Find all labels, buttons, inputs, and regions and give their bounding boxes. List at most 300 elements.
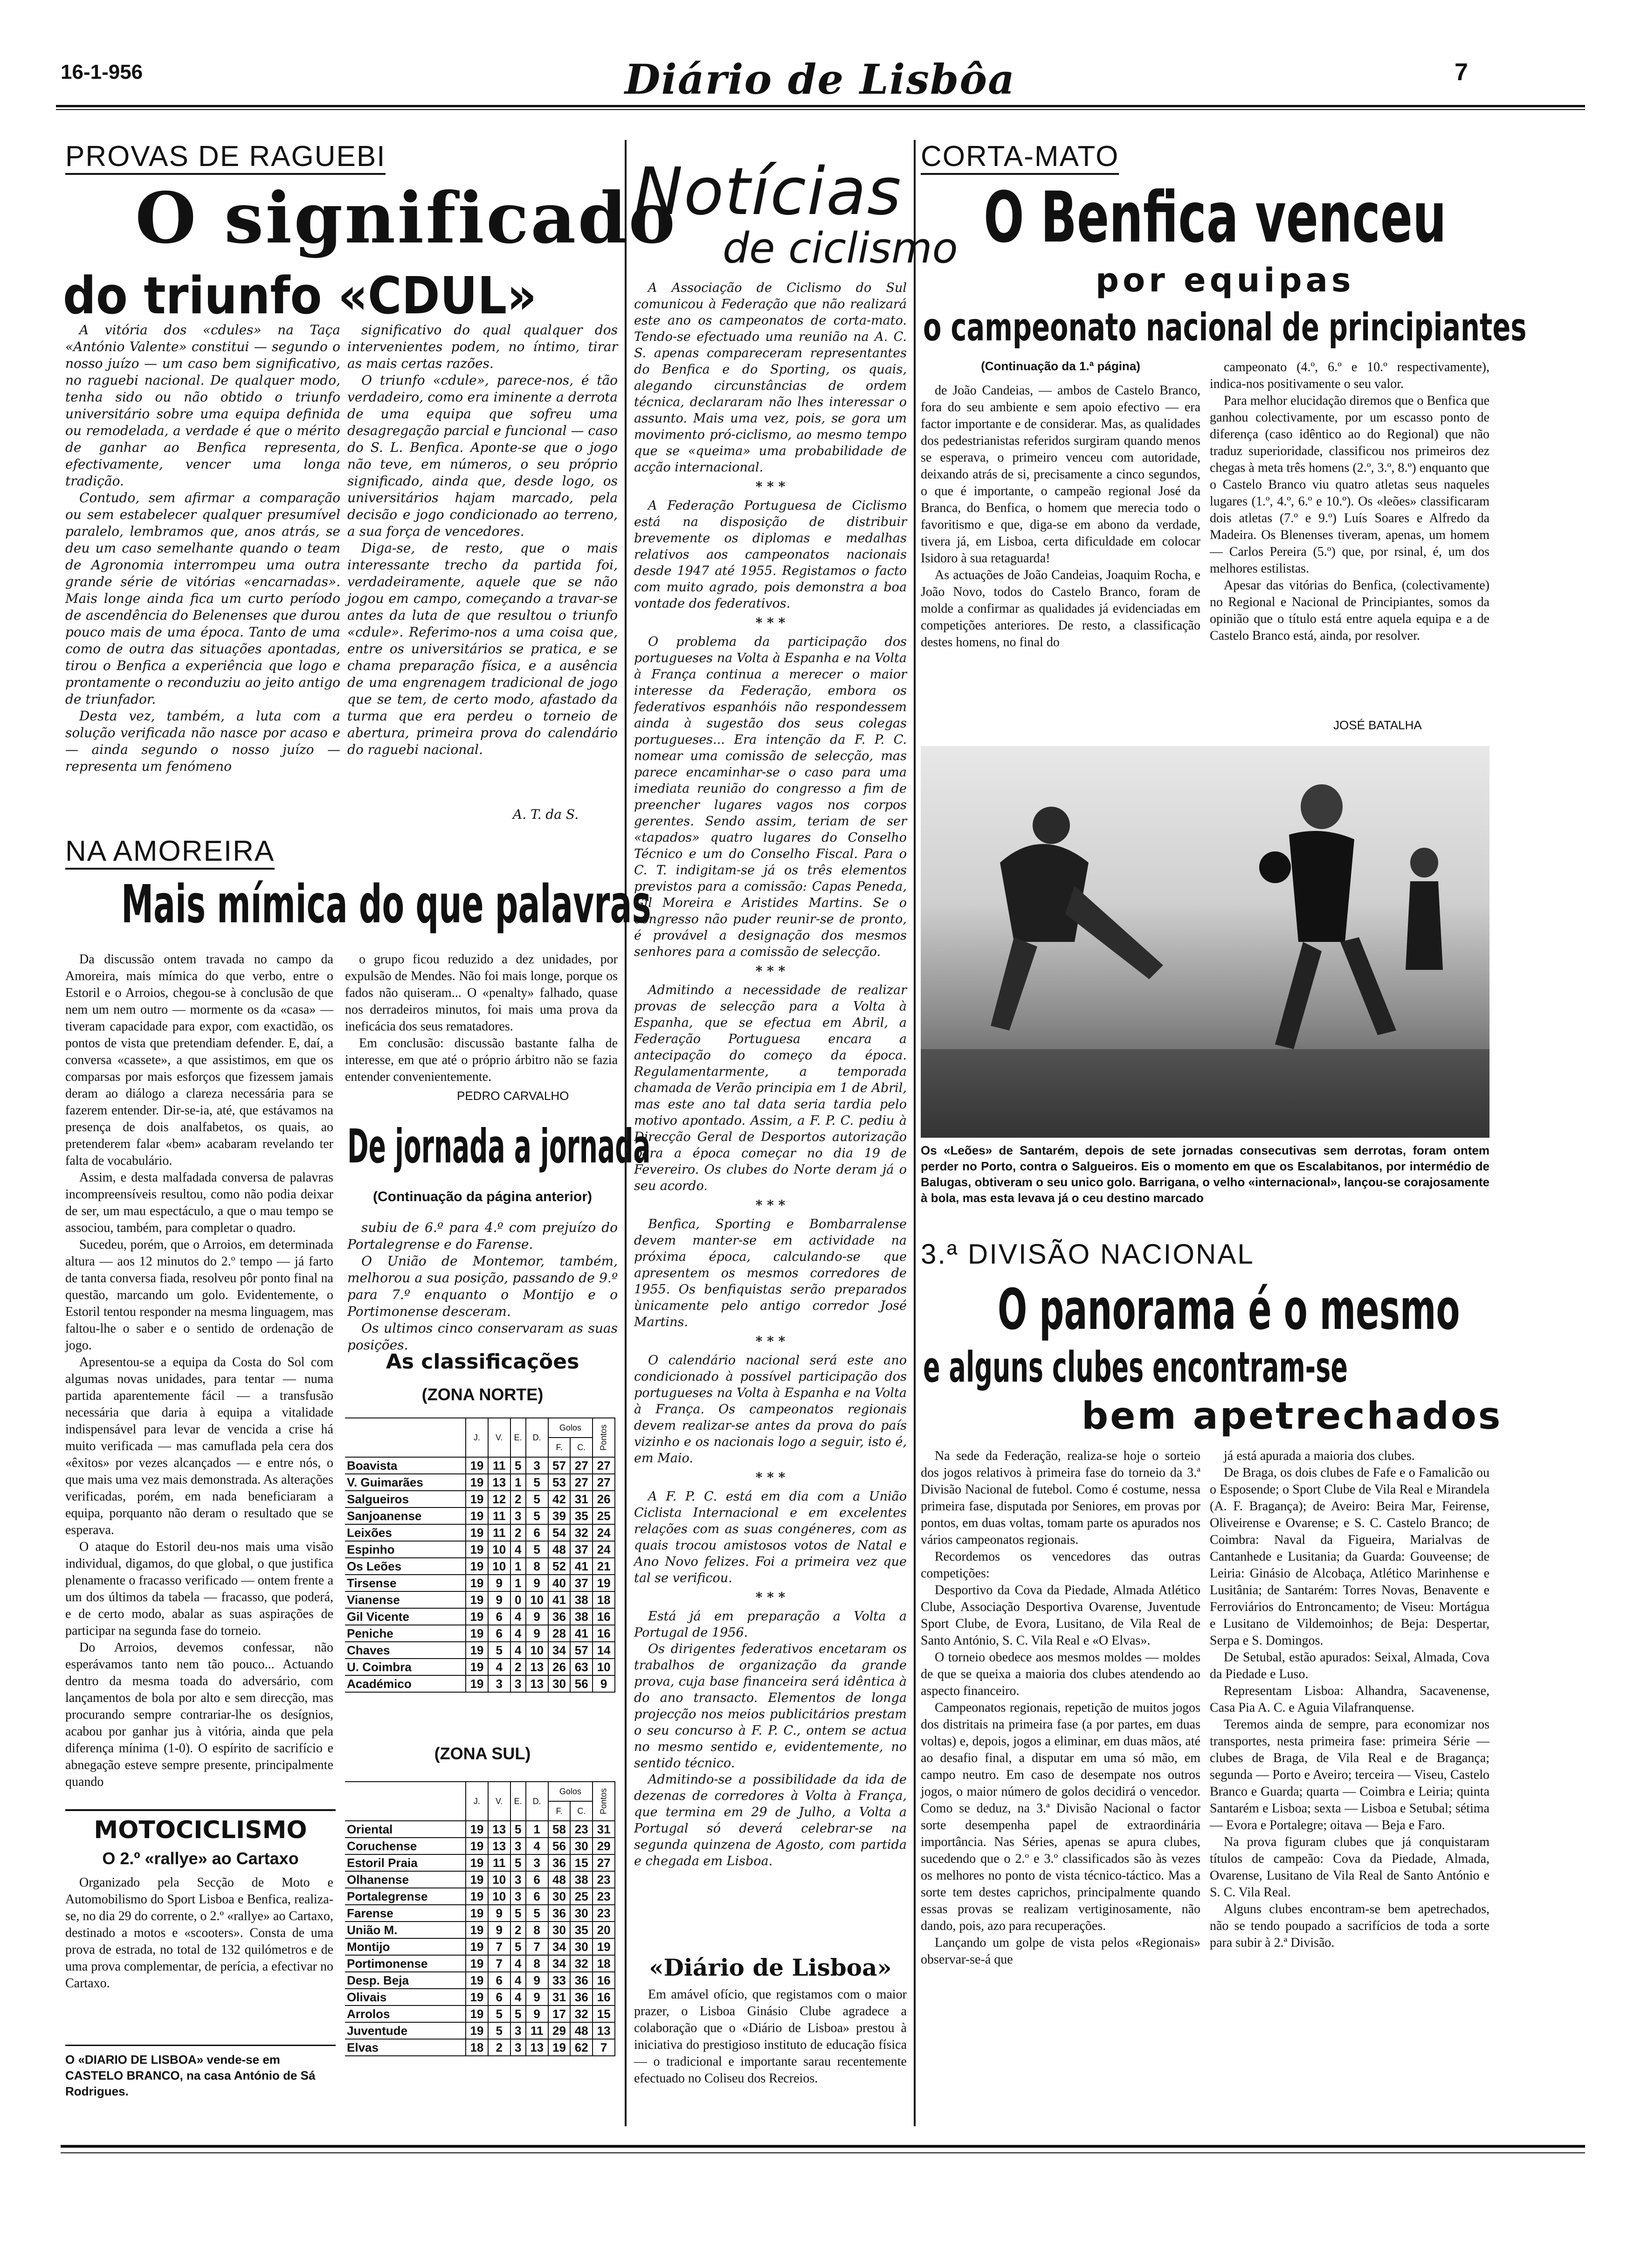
table-cell: 25 [593,1507,615,1524]
table-cell: 13 [526,1675,548,1692]
team-name: Elvas [345,2039,466,2056]
photo-caption: Os «Leões» de Santarém, depois de sete jornadas consecutivas sem derrotas, foram ontem perder no Porto, contra o Salgueiros. Eis o momento em que os Escalabitanos, por intermédio de Balugas, obtiveram o seu unico golo. Barrigana, o velho «internacional», lançou-se corajosamente à bola, mas esta levava já o ceu destino marcado [921,1143,1489,1205]
col-header: Pontos [593,1418,615,1457]
table-cell: 54 [548,1524,571,1541]
table-cell: 3 [510,1675,526,1692]
corta-column-1 [921,382,1200,651]
table-cell: 13 [488,1474,510,1491]
amoreira-column-2 [345,951,618,1086]
paragraph: O triunfo «cdule», parece-nos, é tão verdadeiro, como era iminente a derrota de uma equipa que sofreu uma desagregação parcial e funcional — caso do S. L. Benfica. Aponte-se que o jogo não teve, em números, o seu próprio significado, ainda que, desde logo, os universitários hajam marcado, pela decisão e jogo condicionado ao terreno, a sua força de vencedores. [347,373,618,539]
table-cell: 19 [466,1905,488,1922]
table-cell: 23 [593,1871,615,1888]
col-header: Golos [548,1418,593,1438]
table-cell: 19 [466,1591,488,1608]
table-cell: 56 [548,1838,571,1854]
table-cell: 23 [593,1905,615,1922]
table-cell: 36 [570,1972,593,1989]
table-cell: 4 [510,1642,526,1659]
table-cell: 5 [488,2005,510,2022]
paragraph: Sucedeu, porém, que o Arroios, em determinada altura — aos 12 minutos do 2.º tempo — já farto de tanta conversa fiada, resolveu pôr ponto final na questão, marcando um golo. Evidentemente, o Estoril tentou responder na mesma linguagem, mas faltou-lhe o saber e o sentido de ordenação de jogo. [65,1238,333,1353]
table-cell: 32 [570,1524,593,1541]
table-cell: 23 [570,1821,593,1838]
table-cell: 1 [510,1575,526,1591]
table-cell: 6 [488,1989,510,2005]
team-name: Olivais [345,1989,466,2005]
table-cell: 17 [548,2005,571,2022]
table-cell: 41 [570,1558,593,1575]
moto-text [65,1874,333,1992]
table-row [345,1821,615,1838]
table-cell: 19 [466,1474,488,1491]
table-row [345,2039,615,2056]
col-header: D. [526,1782,548,1821]
table-cell: 19 [466,1625,488,1642]
jornada-headline: De jornada a jornada [347,1119,651,1174]
table-cell: 19 [593,1575,615,1591]
table-cell: 4 [526,1838,548,1854]
table-cell: 6 [488,1972,510,1989]
table-cell: 11 [488,1524,510,1541]
paragraph: campeonato (4.º, 6.º e 10.º respectivamente), indica-nos positivamente o seu valor. [1210,360,1489,391]
table-cell: 13 [526,2039,548,2056]
col-header: V. [488,1418,510,1457]
table-cell: 27 [593,1457,615,1474]
table-cell: 9 [488,1575,510,1591]
separator: * * * [755,479,786,494]
table-cell: 25 [570,1888,593,1905]
football-photo-figures [921,746,1489,1138]
paragraph: Está já em preparação a Volta a Portugal de 1956. [634,1609,907,1640]
table-cell: 5 [510,1938,526,1955]
table-cell: 7 [593,2039,615,2056]
team-name: Oriental [345,1821,466,1838]
corta-column-2 [1210,359,1489,644]
table-cell: 19 [466,1575,488,1591]
team-name: União M. [345,1922,466,1938]
team-name: Tirsense [345,1575,466,1591]
table-cell: 5 [510,1854,526,1871]
separator: * * * [755,1334,786,1349]
table-cell: 3 [510,1507,526,1524]
paragraph: Na sede da Federação, realiza-se hoje o sorteio dos jogos relativos à primeira fase do torneio da 3.ª Divisão Nacional de futebol. Como é costume, nessa primeira fase, disputada por Seniores, em provas por pontos, em duas voltas, tomam parte os apurados nos vários campeonatos regionais. [921,1449,1200,1547]
table-cell: 23 [593,1888,615,1905]
paragraph: Apesar das vitórias do Benfica, (colectivamente) no Regional e Nacional de Principiantes, somos da opinião que o título está entre aquela equipa e a de Castelo Branco está, ainda, por resolver. [1210,578,1489,643]
table-cell: 5 [510,2005,526,2022]
team-name: Montijo [345,1938,466,1955]
table-row [345,1507,615,1524]
table-cell: 32 [570,1955,593,1972]
table-row [345,1457,615,1474]
table-cell: 30 [570,1905,593,1922]
corta-headline: O Benfica venceu [984,177,1447,258]
table-cell: 7 [488,1938,510,1955]
table-cell: 30 [548,1675,571,1692]
team-name: Sanjoanense [345,1507,466,1524]
rugby-subheadline: do triunfo «CDUL» [63,266,537,325]
table-cell: 19 [466,1541,488,1558]
north-zone-title: (ZONA NORTE) [421,1385,544,1404]
paragraph: Os ultimos cinco conservaram as suas posições. [347,1321,618,1353]
table-cell: 24 [593,1541,615,1558]
table-cell: 3 [526,1854,548,1871]
table-cell: 41 [570,1625,593,1642]
table-cell: 41 [548,1591,571,1608]
table-cell: 6 [526,1888,548,1905]
table-cell: 42 [548,1491,571,1507]
table-cell: 19 [466,1938,488,1955]
table-cell: 9 [526,1989,548,2005]
paragraph: As actuações de João Candeias, Joaquim Rocha, e João Novo, todos do Castelo Branco, foram de molde a confirmar as qualidades já evidenciadas em competições anteriores. De resto, a classificação destes homens, no final do [921,568,1200,650]
footer-rule [61,2145,1585,2148]
table-cell: 31 [548,1989,571,2005]
table-row [345,1854,615,1871]
separator: * * * [755,963,786,979]
table-cell: 19 [466,1507,488,1524]
team-name: Coruchense [345,1838,466,1854]
table-cell: 4 [510,1625,526,1642]
table-cell: 19 [466,1972,488,1989]
table-cell: 1 [526,1821,548,1838]
team-name: Boavista [345,1457,466,1474]
table-cell: 3 [510,1888,526,1905]
paragraph: de João Candeias, — ambos de Castelo Branco, fora do seu ambiente e sem apoio efectivo — era factor importante e de considerar. Mas, as qualidades dos pedestrianistas referidos surgiram quando menos se esperava, o primeiro venceu com autoridade, deixando atrás de si, precisamente a cinco segundos, o que é importante, o campeão regional José da Branca, do Benfica, o homem que merecia todo o favoritismo e que, diga-se em abono da verdade, tivera já, em Lisboa, certa dificuldade em colocar Isidoro à sua retaguarda! [921,383,1200,566]
table-cell: 1 [510,1558,526,1575]
table-cell: 53 [548,1474,571,1491]
table-cell: 2 [510,1922,526,1938]
paragraph: subiu de 6.º para 4.º com prejuízo do Portalegrense e do Farense. [347,1220,618,1252]
table-cell: 29 [593,1838,615,1854]
rugby-column-2 [347,322,618,758]
table-cell: 4 [510,1608,526,1625]
table-cell: 7 [526,1938,548,1955]
paragraph: significativo do qual qualquer dos intervenientes podem, no íntimo, tirar as mais certas razões. [347,322,618,371]
table-cell: 48 [570,2022,593,2039]
team-name: Estoril Praia [345,1854,466,1871]
paragraph: Desta vez, também, a luta com a solução verificada não nasce por acaso e — ainda segundo o nosso juízo — representa um fenómeno [65,708,340,774]
dl-text [634,1986,907,2087]
table-row [345,1642,615,1659]
table-cell: 34 [548,1955,571,1972]
table-cell: 35 [570,1507,593,1524]
table-cell: 36 [548,1854,571,1871]
table-cell: 9 [593,1675,615,1692]
table-cell: 36 [548,1905,571,1922]
paragraph: Da discussão ontem travada no campo da Amoreira, mais mímica do que verbo, entre o Estoril e o Arroios, chegou-se à conclusão de que nem um nem outro — mormente os da «casa» — tiveram capacidade para expor, com exactidão, os pontos de vista que pretendiam defender. E, daí, a conversa «cassete», a que assistimos, em que os comparsas por mais esforços que fizessem jamais deram ao diálogo a clareza necessária para se fazerem entender. Dir-se-ia, até, que estávamos na presença de dois analfabetos, os quais, ao pretenderem falar «bem» acabaram revelando ter falta de vocabulário. [65,952,333,1168]
col-subheader: F. [548,1438,571,1457]
paragraph: A Associação de Ciclismo do Sul comunicou à Federação que não realizará este ano os campeonatos de corta-mato. Tendo-se efectuado uma reunião na A. C. S. apenas compareceram representantes do Benfica e do Sporting, os quais, alegando circunstâncias de ordem técnica, declararam não lhes interessar o assunto. Mais uma vez, pois, se gora um movimento pró-ciclismo, ao mesmo tempo que se «queima» uma probabilidade de acção internacional. [634,281,907,475]
table-cell: 24 [593,1524,615,1541]
moto-headline: MOTOCICLISMO [94,1816,307,1844]
table-cell: 10 [488,1871,510,1888]
table-cell: 5 [510,1905,526,1922]
col-subheader: F. [548,1801,571,1821]
table-cell: 9 [488,1922,510,1938]
table-cell: 4 [510,1541,526,1558]
table-cell: 19 [466,1642,488,1659]
table-cell: 48 [548,1541,571,1558]
paragraph: O calendário nacional será este ano condicionado à possível participação dos portugueses na Volta à Espanha e na Volta à França. Os campeonatos regionais devem realizar-se antes da prova do país vizinho e os nacionais logo a seguir, isto é, em Maio. [634,1353,907,1466]
team-name: V. Guimarães [345,1474,466,1491]
paragraph: O União de Montemor, também, melhorou a sua posição, passando de 9.º para 7.º enquanto o Montijo e o Portimonense desceram. [347,1253,618,1319]
table-cell: 26 [548,1659,571,1675]
paragraph: Contudo, sem afirmar a comparação ou sem estabelecer qualquer presumível paralelo, lembramos que, anos atrás, se deu um caso semelhante quando o team de Agronomia interrompeu uma outra grande série de vitórias «encarnadas». Mais longe ainda fica um curto período de ascendência do Belenenses que durou pouco mais de uma época. Tanto de uma como de outra das situações apontadas, tirou o Benfica a experiência que logo e prontamente o reconduziu ao jeito antigo de triunfador. [65,490,340,707]
table-cell: 10 [488,1888,510,1905]
table-cell: 3 [510,1871,526,1888]
paragraph: Assim, e desta malfadada conversa de palavras incompreensíveis resultou, como não podia deixar de ser, um mau espectáculo, a que o mau tempo se associou, também, para completar o quadro. [65,1170,333,1235]
table-cell: 11 [488,1457,510,1474]
table-cell: 10 [488,1558,510,1575]
table-cell: 4 [510,1972,526,1989]
table-cell: 2 [510,1524,526,1541]
table-cell: 19 [466,1888,488,1905]
table-cell: 33 [548,1972,571,1989]
col-subheader: C. [570,1438,593,1457]
table-cell: 9 [526,2005,548,2022]
table-cell: 58 [548,1821,571,1838]
table-cell: 3 [488,1675,510,1692]
table-cell: 30 [548,1922,571,1938]
table-cell: 16 [593,1608,615,1625]
table-row [345,1591,615,1608]
rugby-signature: A. T. da S. [513,807,579,822]
table-cell: 31 [570,1491,593,1507]
col-header: D. [526,1418,548,1457]
paragraph: Admitindo a necessidade de realizar provas de selecção para a Volta à Espanha, que se efectua em Abril, a Federação Portuguesa encara a antecipação do começo da época. Regulamentarmente, a temporada chamada de Verão principia em 1 de Abril, mas este ano tal data seria tardia pelo motivo apontado. Assim, a F. P. C. pediu à Direcção Geral de Desportos autorização para a época começar no dia 19 de Fevereiro. Os clubes do Norte deram já o seu acordo. [634,983,907,1193]
team-name: Portimonense [345,1955,466,1972]
corta-subheadline: por equipas [1096,261,1355,299]
team-name: Peniche [345,1625,466,1642]
paragraph: Campeonatos regionais, repetição de muitos jogos dos distritais na primeira fase (a por partes, em duas voltas) e, depois, jogos a eliminar, em duas mãos, até ao desafio final, a disputar em uma só mão, em campo neutro. Em caso de desempate nos outros jogos, o maior número de golos decidirá o vencedor. Como se deduz, na 3.ª Divisão Nacional o factor sorte desempenha papel de extraordinária importância. Nas Séries, apenas se apura clubes, sucedendo que o 2.º e 3.º classificados são às vezes os melhores no ponto de vista técnico-táctico. Mas a sorte tem destes caprichos, principalmente quando essas provas se realizam vertiginosamente, não dando, pois, azo para recuperações. [921,1701,1200,1933]
team-name: Salgueiros [345,1491,466,1507]
table-row [345,1659,615,1675]
table-cell: 19 [466,1524,488,1541]
table-cell: 4 [488,1659,510,1675]
divisao-column-2 [1210,1448,1489,1951]
paragraph: Do Arroios, devemos confessar, não esperávamos tanto nem tão pouco... Actuando dentro da mesma toada do adversário, com lançamentos de bola por alto e sem direcção, mas procurando sempre contrariar-lhe os desígnios, acabou por ganhar jus à vitória, ainda que pela diferença mínima (1-0). O espírito de sacrifício e abnegação esteve sempre presente, principalmente quando [65,1640,333,1789]
table-cell: 30 [570,1838,593,1854]
team-name: U. Coimbra [345,1659,466,1675]
table-cell: 4 [510,1989,526,2005]
table-cell: 9 [526,1575,548,1591]
table-row [345,1608,615,1625]
separator: * * * [755,1197,786,1213]
table-cell: 8 [526,1955,548,1972]
table-cell: 19 [466,1989,488,2005]
table-cell: 8 [526,1922,548,1938]
separator: * * * [755,615,786,630]
table-cell: 19 [548,2039,571,2056]
paragraph: Desportivo da Cova da Piedade, Almada Atlético Clube, Associação Desportiva Ovarense, Juventude Sport Clube, de Evora, Lusitano, de Vila Real de Santo António, S. C. Vila Real e «O Elvas». [921,1583,1200,1648]
table-cell: 30 [570,1938,593,1955]
team-name: Chaves [345,1642,466,1659]
table-cell: 36 [548,1608,571,1625]
football-photo [921,746,1489,1138]
table-cell: 3 [526,1457,548,1474]
table-cell: 16 [593,1989,615,2005]
south-zone-title: (ZONA SUL) [434,1744,531,1763]
divisao-kicker: 3.ª DIVISÃO NACIONAL [921,1238,1255,1270]
col-header: V. [488,1782,510,1821]
table-cell: 7 [488,1955,510,1972]
table-cell: 5 [488,2022,510,2039]
col-header: J. [466,1418,488,1457]
table-cell: 48 [548,1871,571,1888]
table-cell: 34 [548,1938,571,1955]
paragraph: Diga-se, de resto, que o mais interessante trecho da partida foi, verdadeiramente, aquele que se não jogou em campo, começando a travar-se antes da luta de que resultou o triunfo «cdule». Referimo-nos a uma coisa que, entre os universitários se pratica, e se chama preparação física, e a ausência de uma engrenagem tradicional de jogo que se tem, de certo modo, afastado da turma que era perdeu o torneio de abertura, primeira prova do calendário do raguebi nacional. [347,540,618,757]
south-classification-table [345,1781,615,2056]
table-cell: 11 [488,1854,510,1871]
table-cell: 1 [510,1474,526,1491]
issue-date: 16-1-956 [61,61,143,83]
ciclismo-headline: Notícias [634,154,902,230]
paragraph: Os dirigentes federativos encetaram os trabalhos de organização da grande prova, cuja base financeira será idêntica à do ano transacto. Elementos de longa projecção nos meios publicitários prestam o seu concurso à F. P. C., ontem se actua no mesmo sentido e, evidentemente, no sentido técnico. [634,1642,907,1770]
paragraph: Para melhor elucidação diremos que o Benfica que ganhou colectivamente, por um escasso ponto de diferença (caso idêntico ao do Regional) que não traduz superioridade, classificou nos primeiros dez chegas à meta três homens (2.º, 3.º, 8.º) enquanto que o Castelo Branco viu quatro atletas seus naqueles lugares (1.º, 4.º, 6.º e 10.º). Os «leões» classificaram dois atletas (7.º e 9.º) Luís Soares e Alfredo da Madeira. Os Blenenses tiveram, apenas, um homem — Carlos Pereira (5.º) que, por rsinal, é, um dos melhores estilistas. [1210,394,1489,576]
table-cell: 4 [510,1955,526,1972]
table-row [345,2022,615,2039]
team-name: Vianense [345,1591,466,1608]
table-cell: 18 [466,2039,488,2056]
table-cell: 21 [593,1558,615,1575]
paragraph: Teremos ainda de sempre, para economizar nos transportes, nesta primeira fase: primeira Série — clubes de Braga, de Vila Real e de Bragança; segunda — Porto e Aveiro; terceira — Viseu, Castelo Branco e Guarda; quarta — Coimbra e Leiria; quinta Santarém e Lisboa; sexta — Lisboa e Setubal; sétima — Evora e Portalegre; oitava — Beja e Faro. [1210,1717,1489,1832]
rugby-headline: O significado [135,177,677,259]
paragraph: Lançando um golpe de vista pelos «Regionais» observar-se-á que [921,1936,1200,1967]
paragraph: O ataque do Estoril deu-nos mais uma visão individual, digamos, do que global, o que justifica plenamente o fracasso verificado — ontem frente a um dos últimos da tabela — fracasso, que poderá, e de certo modo, abalar as suas aspirações de participar na segunda fase do torneio. [65,1540,333,1638]
table-cell: 9 [526,1625,548,1642]
rugby-kicker: PROVAS DE RAGUEBI [65,140,386,175]
table-row [345,1558,615,1575]
table-cell: 18 [593,1955,615,1972]
table-cell: 3 [510,2022,526,2039]
table-row [345,1871,615,1888]
table-cell: 0 [510,1591,526,1608]
team-name: Portalegrense [345,1888,466,1905]
table-row [345,1524,615,1541]
table-row [345,1972,615,1989]
table-row [345,1989,615,2005]
table-cell: 19 [466,1821,488,1838]
table-cell: 5 [510,1457,526,1474]
table-cell: 10 [488,1541,510,1558]
amoreira-headline: Mais mímica do que palavras [121,874,651,935]
paragraph: Recordemos os vencedores das outras competições: [921,1549,1200,1581]
paragraph: Em conclusão: discussão bastante falha de interesse, em que até o próprio árbitro não se fazia entender convenientemente. [345,1036,618,1084]
paragraph: Alguns clubes encontram-se bem apetrechados, não se tendo poupado a sacrifícios de toda a sorte para subir à 2.ª Divisão. [1210,1902,1489,1950]
table-cell: 19 [466,2005,488,2022]
table-row [345,1491,615,1507]
table-cell: 27 [593,1854,615,1871]
table-cell: 20 [593,1922,615,1938]
table-cell: 6 [488,1608,510,1625]
table-cell: 16 [593,1972,615,1989]
paragraph: De Braga, os dois clubes de Fafe e o Famalicão ou o Esposende; o Sport Clube de Vila Real e Mirandela (A. F. Bragança); de Aveiro: Beira Mar, Feirense, Oliveirense e Ovarense; e S. C. Castelo Branco; de Coimbra: Naval da Figueira, Marialvas de Cantanhede e Lusitania; da Guarda: Gouveense; de Leiria: Ginásio de Alcobaça, Atlético Marinhense e Lusitânia; de Santarém: Torres Novas, Benavente e Ferroviários do Entroncamento; de Viseu: Mortágua e Lusitano de Vildemoinhos; de Beja: Despertar, Serpa e S. Domingos. [1210,1466,1489,1648]
table-cell: 57 [570,1642,593,1659]
table-cell: 19 [593,1938,615,1955]
moto-subheadline: O 2.º «rallye» ao Cartaxo [102,1849,299,1868]
table-cell: 3 [510,1838,526,1854]
paragraph: já está apurada a maioria dos clubes. [1224,1449,1415,1463]
table-cell: 5 [526,1905,548,1922]
table-cell: 13 [488,1838,510,1854]
table-cell: 30 [548,1888,571,1905]
dl-headline: «Diário de Lisboa» [649,1954,892,1981]
footer-rule-thin [61,2152,1585,2153]
paragraph: O torneio obedece aos mesmos moldes — moldes de que se queixa a maioria dos clubes atendendo ao aspecto financeiro. [921,1650,1200,1698]
team-name: Juventude [345,2022,466,2039]
divisao-headline: O panorama é o mesmo [998,1278,1460,1342]
table-row [345,1541,615,1558]
north-classification-table [345,1418,615,1693]
table-cell: 19 [466,2022,488,2039]
paragraph: o grupo ficou reduzido a dez unidades, por expulsão de Mendes. Não foi mais longe, porque os fados não quiseram... O «penalty» falhado, quase nos derradeiros minutos, foi mais uma prova da ineficácia dos seus rematadores. [345,952,618,1034]
table-cell: 19 [466,1675,488,1692]
table-cell: 2 [510,1659,526,1675]
table-cell: 19 [466,1491,488,1507]
table-row [345,1905,615,1922]
table-cell: 27 [570,1474,593,1491]
moto-rule [65,1809,336,1811]
table-cell: 26 [593,1491,615,1507]
table-row [345,1938,615,1955]
table-cell: 40 [548,1575,571,1591]
table-cell: 37 [570,1575,593,1591]
table-cell: 18 [593,1591,615,1608]
column-rule [914,140,916,2126]
corta-subheadline-2: o campeonato nacional de principiantes [923,305,1527,350]
col-header: E. [510,1418,526,1457]
table-cell: 19 [466,1457,488,1474]
table-cell: 5 [510,1821,526,1838]
table-cell: 3 [510,2039,526,2056]
ciclismo-column [634,280,907,1869]
table-row [345,1625,615,1642]
separator: * * * [755,1590,786,1605]
paragraph: Representam Lisboa: Alhandra, Sacavenense, Casa Pia A. C. e Aguia Vilafranquense. [1210,1684,1489,1715]
ciclismo-subheadline: de ciclismo [723,224,958,273]
classifications-title: As classificações [386,1350,579,1374]
paragraph: Admitindo-se a possibilidade da ida de dezenas de corredores à Volta à França, que termina em 29 de Julho, a Volta a Portugal só deverá celebrar-se na segunda quinzena de Agosto, com partida e chegada em Lisboa. [634,1772,907,1868]
jornada-text [347,1219,618,1354]
team-name: Espinho [345,1541,466,1558]
table-cell: 19 [466,1955,488,1972]
moto-ad-rule [65,2045,336,2046]
table-cell: 57 [548,1457,571,1474]
table-cell: 15 [570,1854,593,1871]
team-name: Olhanense [345,1871,466,1888]
team-name: Gil Vicente [345,1608,466,1625]
table-cell: 32 [570,2005,593,2022]
jornada-continuation: (Continuação da página anterior) [372,1189,593,1204]
col-header: Pontos [593,1782,615,1821]
paragraph: A F. P. C. está em dia com a União Ciclista Internacional e em excelentes relações com as suas congéneres, com as quais trocou amistosos votos de Natal e Ano Novo felizes. Foi a primeira vez que tal se verificou. [634,1489,907,1585]
table-cell: 8 [526,1558,548,1575]
table-cell: 9 [488,1591,510,1608]
table-cell: 38 [570,1608,593,1625]
divisao-subheadline: e alguns clubes encontram-se [923,1343,1348,1392]
table-cell: 5 [526,1541,548,1558]
table-cell: 36 [570,1989,593,2005]
table-row [345,2005,615,2022]
header-rule [56,105,1585,107]
paragraph: Apresentou-se a equipa da Costa do Sol com algumas novas unidades, para tentar — numa partida aparentemente fácil — a transfusão necessária que daria à equipa a vitalidade indispensável para levar de vencida a crise há muito verificada — mas camuflada pela cera dos «êxitos» por vezes alcançados — e entre nós, o que mais uma vez mais demonstrada. As alterações verificadas, porém, em nada beneficiaram a equipa, porquanto não deram o resultado que se esperava. [65,1355,333,1537]
separator: * * * [755,1470,786,1485]
table-row [345,1474,615,1491]
table-cell: 10 [593,1659,615,1675]
table-cell: 2 [510,1491,526,1507]
corta-kicker: CORTA-MATO [921,140,1119,175]
table-cell: 5 [526,1507,548,1524]
table-cell: 27 [593,1474,615,1491]
paragraph: A vitória dos «cdules» na Taça «António Valente» constitui — segundo o nosso juízo — um caso bem significativo, no raguebi nacional. De qualquer modo, tenha sido ou não obtido o triunfo universitário sobre uma equipa definida ou remodelada, a verdade é que o mérito de ganhar ao Benfica representa, efectivamente, vencer uma longa tradição. [65,322,340,489]
